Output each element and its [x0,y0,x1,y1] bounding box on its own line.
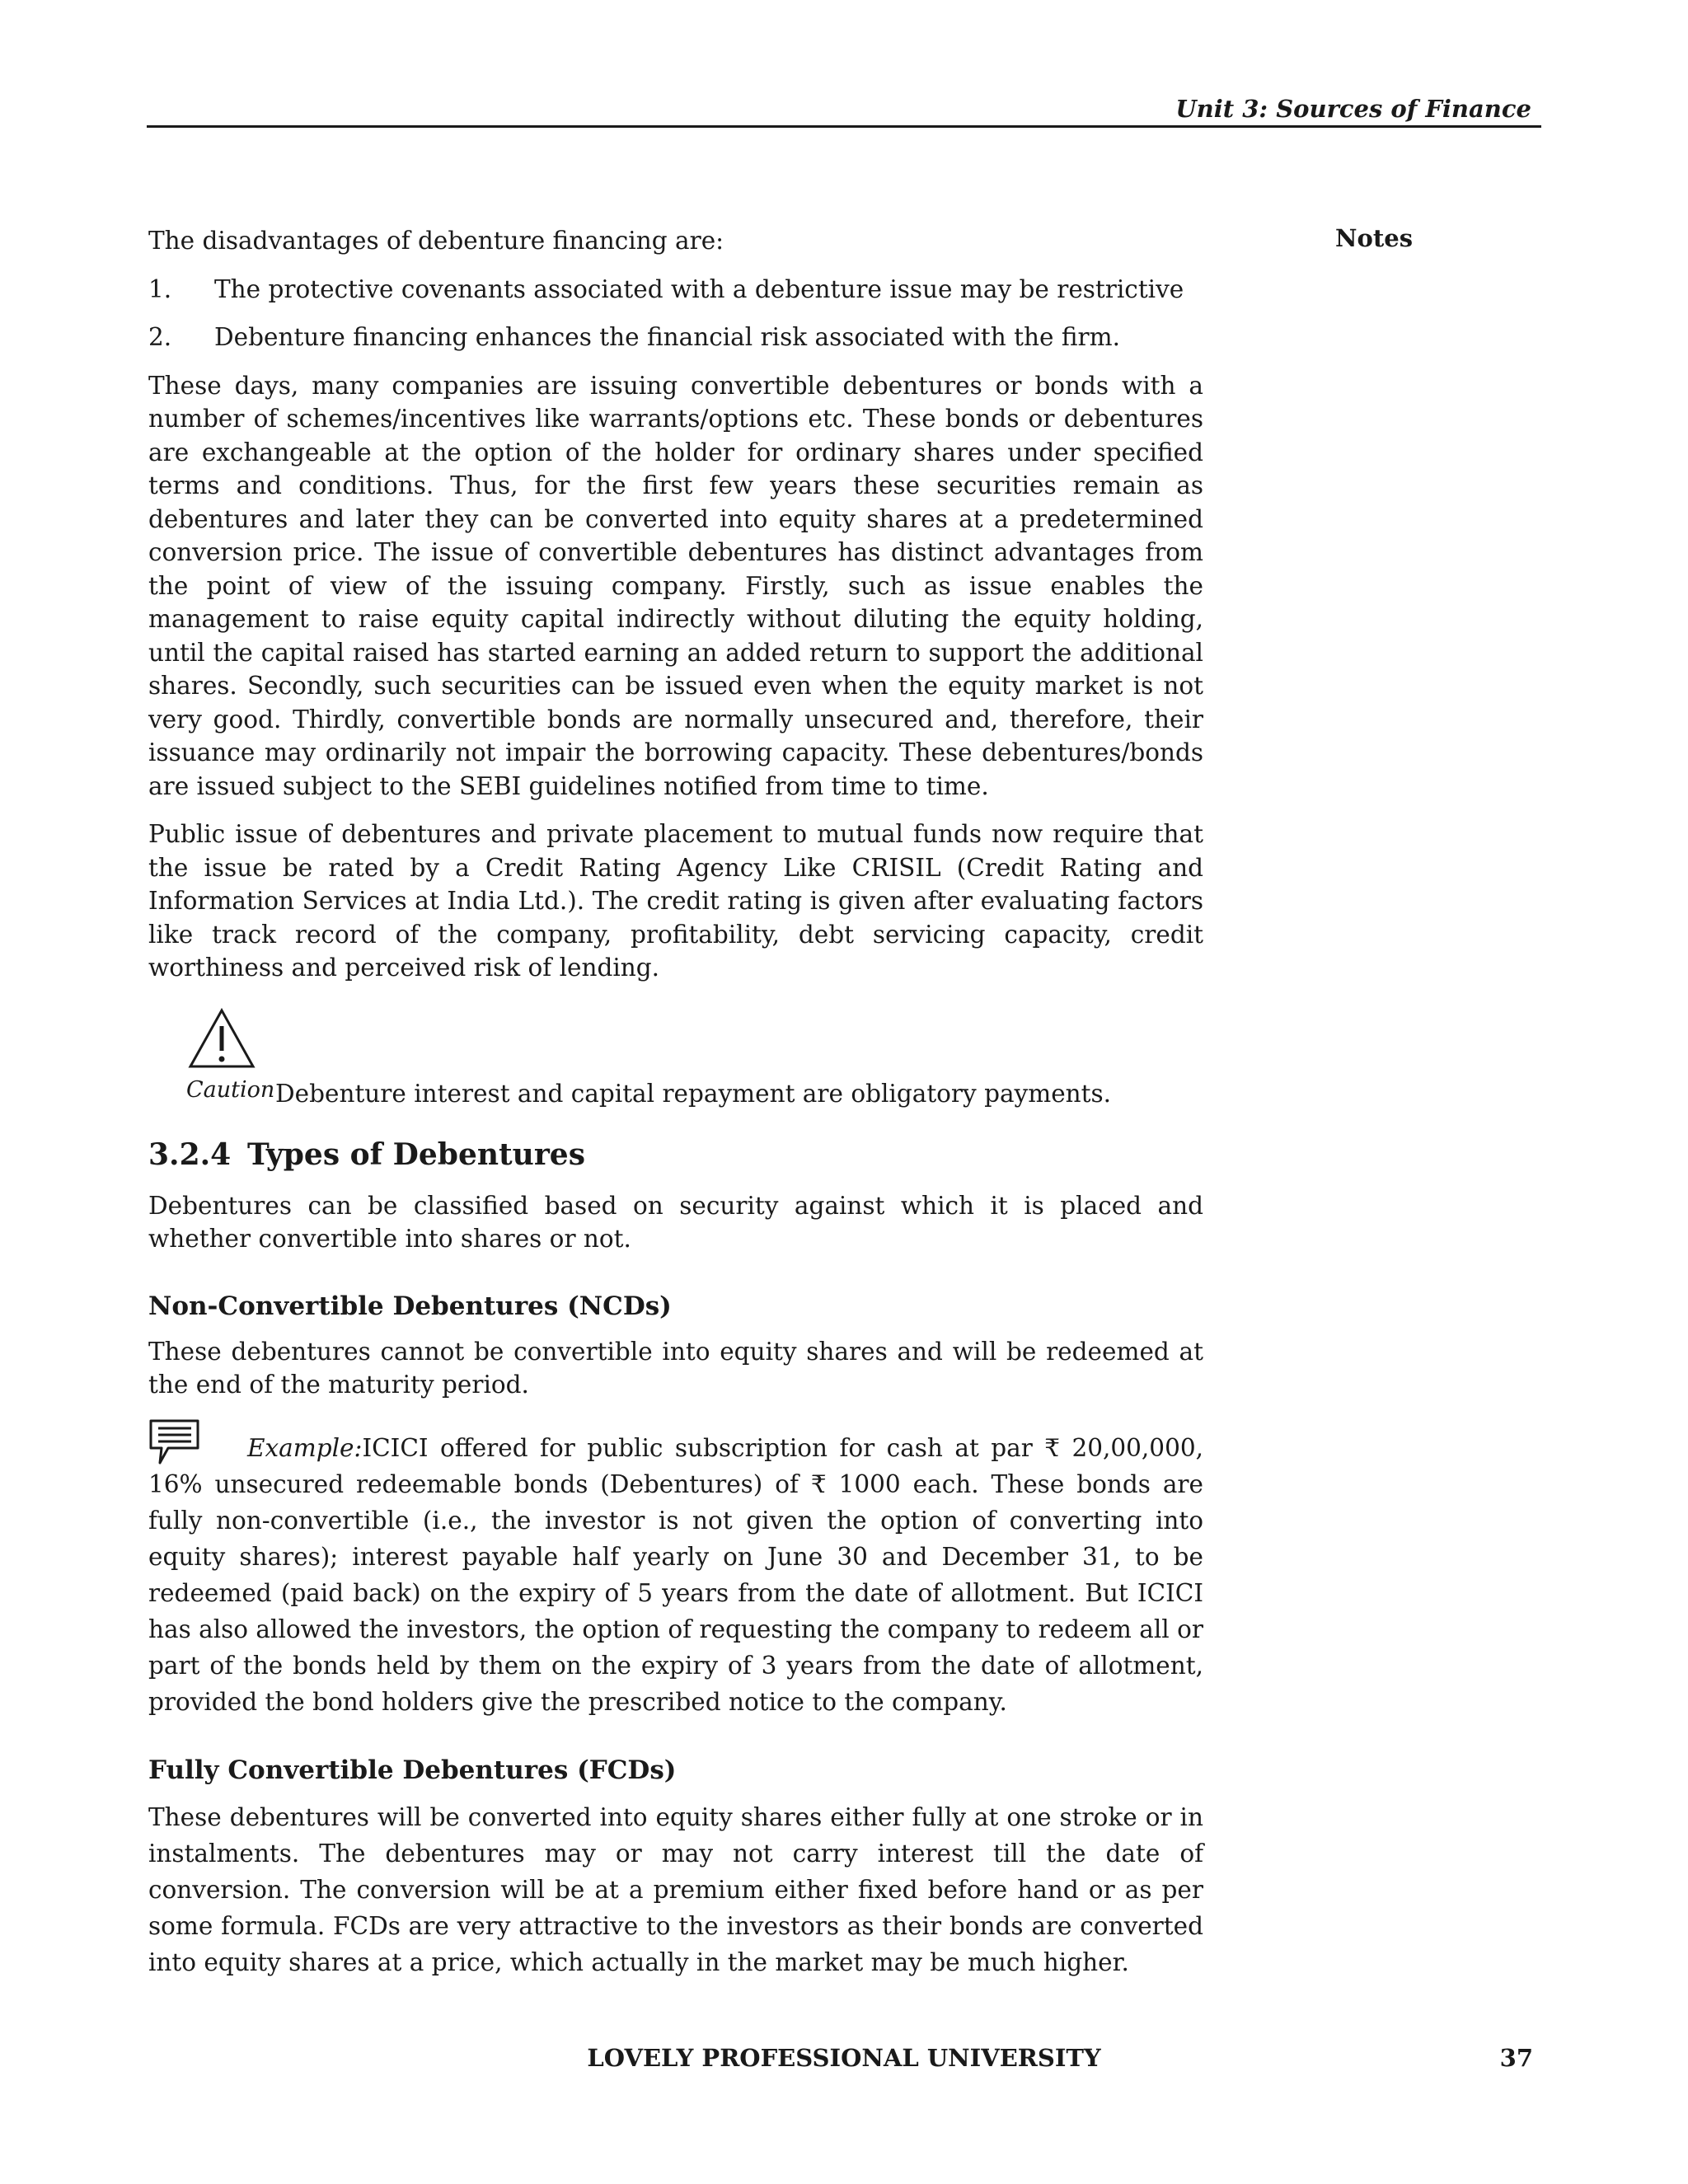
header-rule [147,125,1541,128]
convertible-paragraph: These days, many companies are issuing convertible debentures or bonds with a number of schemes/incentives like warrants/options etc. These bonds or debentures are exchangeable at the option of the holder for ordinary shares under specified terms and conditions. Thus, for the first few years these securities remain as debentures and later they can be converted into equity shares at a predetermined conversion price. The issue of convertible debentures has distinct advantages from the point of view of the issuing company. Firstly, such as issue enables the management to raise equity capital indirectly without diluting the equity holding, until the capital raised has started earning an added return to support the additional shares. Secondly, such securities can be issued even when the equity market is not very good. Thirdly, convertible bonds are normally unsecured and, therefore, their issuance may ordinarily not impair the borrowing capacity. These debentures/bonds are issued subject to the SEBI guidelines notified from time to time. [148,371,1203,800]
section-title: Types of Debentures [247,1137,585,1172]
page-number: 37 [1499,2044,1533,2072]
caution-label: Caution [186,1076,275,1103]
public-issue-paragraph: Public issue of debentures and private placement to mutual funds now require that the issue be rated by a Credit Rating Agency Like CRISIL (Credit Rating and Information Services at India Ltd.). The credit rating is given after evaluating factors like track record of the company, profitability, debt servicing capacity, credit worthiness and perceived risk of lending. [148,820,1203,982]
disadvantages-intro: The disadvantages of debenture financing are: [148,227,724,255]
example-label: Example: [247,1433,363,1462]
list-item-number: 2. [148,323,172,351]
ncd-heading: Non-Convertible Debentures (NCDs) [148,1291,672,1321]
fcd-heading: Fully Convertible Debentures (FCDs) [148,1755,677,1785]
speech-bubble-icon [148,1418,201,1466]
section-heading [148,1135,1203,1174]
example-box [148,1430,1203,1720]
header-title: Unit 3: Sources of Finance [1175,95,1531,123]
section-number: 3.2.4 [148,1137,232,1172]
list-item [148,273,1203,307]
example-text: ICICI offered for public subscription for cash at par ₹ 20,00,000, 16% unsecured redeemable bonds (Debentures) of ₹ 1000 each. These bonds are fully non-convertible (i.e., the investor is not given the option of converting into equity shares); interest payable half yearly on June 30 and December 31, to be redeemed (paid back) on the expiry of 5 years from the date of allotment. But ICICI has also allowed the investors, the option of requesting the company to redeem all or part of the bonds held by them on the expiry of 3 years from the date of allotment, provided the bond holders give the prescribed notice to the company. [148,1433,1203,1716]
footer-university: LOVELY PROFESSIONAL UNIVERSITY [587,2044,1101,2072]
main-content [148,224,1203,1980]
list-item-text: Debenture financing enhances the financial risk associated with the firm. [214,323,1120,351]
fcd-paragraph: These debentures will be converted into equity shares either fully at one stroke or in instalments. The debentures may or may not carry interest till the date of conversion. The conversion will be at a premium either fixed before hand or as per some formula. FCDs are very attractive to the investors as their bonds are converted into equity shares at a price, which actually in the market may be much higher. [148,1802,1203,1976]
notes-margin-label: Notes [1335,224,1414,252]
list-item [148,321,1203,354]
section-intro: Debentures can be classified based on security against which it is placed and whether convertible into shares or not. [148,1191,1203,1253]
caution-box [148,1008,1203,1123]
list-item-number: 1. [148,274,172,303]
list-item-text: The protective covenants associated with a debenture issue may be restrictive [214,274,1184,303]
caution-text: Debenture interest and capital repayment are obligatory payments. [275,1079,1112,1108]
ncd-paragraph: These debentures cannot be convertible into equity shares and will be redeemed at the end of the maturity period. [148,1337,1203,1399]
warning-triangle-icon [188,1008,256,1069]
